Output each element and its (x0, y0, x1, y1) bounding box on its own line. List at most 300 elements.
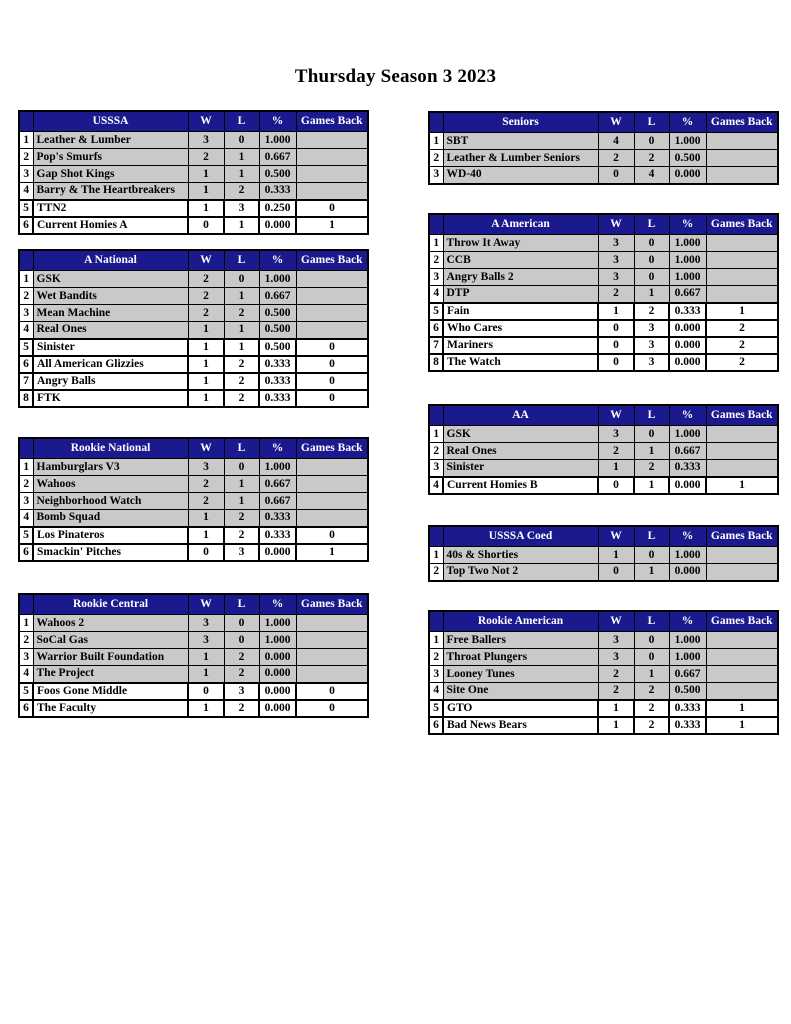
wins-cell: 3 (188, 132, 224, 149)
team-name-cell: FTK (33, 390, 188, 407)
wins-cell: 1 (188, 700, 224, 717)
rank-cell: 1 (429, 133, 443, 150)
pct-column-header: % (259, 250, 296, 271)
team-name-cell: Warrior Built Foundation (33, 649, 188, 666)
team-row (19, 183, 368, 200)
pct-cell: 0.333 (259, 390, 296, 407)
pct-cell: 1.000 (669, 649, 706, 666)
team-row (429, 252, 778, 269)
losses-cell: 1 (224, 149, 259, 166)
division-title: AA (443, 405, 598, 426)
team-name-cell: WD-40 (443, 167, 598, 184)
rank-column-header (429, 112, 443, 133)
wins-cell: 0 (598, 564, 634, 581)
losses-cell: 3 (634, 337, 669, 354)
division-title: A National (33, 250, 188, 271)
team-row (19, 527, 368, 544)
team-name-cell: Smackin' Pitches (33, 544, 188, 561)
wins-cell: 2 (598, 683, 634, 700)
rank-cell: 3 (429, 666, 443, 683)
division-title: USSSA Coed (443, 526, 598, 547)
team-name-cell: Looney Tunes (443, 666, 598, 683)
division-title: Rookie National (33, 438, 188, 459)
standings-table-a-american (428, 213, 779, 372)
rank-cell: 2 (429, 150, 443, 167)
pct-cell: 0.667 (669, 286, 706, 303)
games-back-cell: 2 (706, 320, 778, 337)
pct-cell: 1.000 (259, 271, 296, 288)
losses-cell: 0 (634, 547, 669, 564)
team-row (19, 544, 368, 561)
games-back-cell: 1 (706, 717, 778, 734)
team-row (19, 271, 368, 288)
games-back-cell: 0 (296, 390, 368, 407)
team-name-cell: The Faculty (33, 700, 188, 717)
games-back-column-header: Games Back (296, 111, 368, 132)
games-back-cell (296, 459, 368, 476)
games-back-cell (296, 493, 368, 510)
losses-cell: 3 (224, 200, 259, 217)
standings-table-usssa (18, 110, 369, 235)
rank-cell: 6 (19, 217, 33, 234)
games-back-cell (296, 132, 368, 149)
team-name-cell: Sinister (33, 339, 188, 356)
losses-cell: 0 (634, 252, 669, 269)
games-back-cell (296, 288, 368, 305)
losses-cell: 0 (224, 615, 259, 632)
losses-cell: 0 (224, 132, 259, 149)
losses-cell: 1 (634, 477, 669, 494)
games-back-cell (296, 666, 368, 683)
losses-cell: 0 (634, 426, 669, 443)
pct-column-header: % (669, 405, 706, 426)
rank-cell: 4 (19, 322, 33, 339)
games-back-cell (296, 305, 368, 322)
games-back-cell (706, 235, 778, 252)
wins-cell: 0 (598, 167, 634, 184)
pct-cell: 0.333 (259, 183, 296, 200)
games-back-cell: 2 (706, 337, 778, 354)
wins-cell: 2 (188, 149, 224, 166)
wins-cell: 2 (598, 443, 634, 460)
standings-table-rookie-national (18, 437, 369, 562)
rank-cell: 2 (429, 649, 443, 666)
losses-cell: 2 (634, 700, 669, 717)
rank-cell: 6 (19, 356, 33, 373)
games-back-column-header: Games Back (706, 405, 778, 426)
pct-cell: 0.500 (259, 166, 296, 183)
games-back-column-header: Games Back (706, 214, 778, 235)
rank-cell: 4 (19, 510, 33, 527)
wins-cell: 1 (598, 717, 634, 734)
header-row (19, 250, 368, 271)
wins-cell: 3 (598, 426, 634, 443)
pct-cell: 0.250 (259, 200, 296, 217)
games-back-cell: 2 (706, 354, 778, 371)
wins-cell: 0 (188, 683, 224, 700)
rank-column-header (19, 250, 33, 271)
team-name-cell: TTN2 (33, 200, 188, 217)
pct-cell: 0.333 (259, 510, 296, 527)
wins-cell: 3 (188, 632, 224, 649)
wins-cell: 2 (188, 271, 224, 288)
pct-cell: 0.500 (259, 339, 296, 356)
pct-cell: 1.000 (259, 632, 296, 649)
pct-column-header: % (259, 438, 296, 459)
games-back-cell (296, 322, 368, 339)
games-back-cell: 0 (296, 339, 368, 356)
losses-column-header: L (634, 112, 669, 133)
rank-cell: 3 (429, 460, 443, 477)
wins-cell: 0 (598, 477, 634, 494)
pct-column-header: % (669, 214, 706, 235)
team-name-cell: Pop's Smurfs (33, 149, 188, 166)
games-back-cell (706, 269, 778, 286)
losses-cell: 2 (224, 356, 259, 373)
team-name-cell: Leather & Lumber Seniors (443, 150, 598, 167)
pct-cell: 1.000 (259, 132, 296, 149)
pct-cell: 0.000 (669, 337, 706, 354)
team-row (429, 354, 778, 371)
losses-cell: 2 (634, 683, 669, 700)
rank-cell: 3 (429, 167, 443, 184)
team-name-cell: SoCal Gas (33, 632, 188, 649)
losses-cell: 3 (634, 354, 669, 371)
games-back-cell (706, 443, 778, 460)
pct-cell: 1.000 (669, 547, 706, 564)
games-back-column-header: Games Back (706, 526, 778, 547)
team-row (429, 337, 778, 354)
team-name-cell: Throw It Away (443, 235, 598, 252)
games-back-cell (296, 510, 368, 527)
rank-cell: 6 (19, 544, 33, 561)
standings-table-seniors (428, 111, 779, 185)
header-row (19, 438, 368, 459)
wins-cell: 1 (188, 527, 224, 544)
team-row (429, 547, 778, 564)
pct-cell: 0.667 (259, 149, 296, 166)
team-row (429, 286, 778, 303)
team-name-cell: GTO (443, 700, 598, 717)
team-row (429, 133, 778, 150)
pct-cell: 0.000 (259, 544, 296, 561)
wins-column-header: W (188, 594, 224, 615)
wins-cell: 2 (598, 666, 634, 683)
team-name-cell: The Watch (443, 354, 598, 371)
rank-column-header (19, 438, 33, 459)
rank-cell: 6 (429, 320, 443, 337)
team-row (19, 339, 368, 356)
wins-cell: 0 (598, 337, 634, 354)
wins-cell: 0 (188, 544, 224, 561)
games-back-cell (706, 683, 778, 700)
team-name-cell: DTP (443, 286, 598, 303)
losses-cell: 2 (634, 303, 669, 320)
team-row (19, 305, 368, 322)
team-name-cell: Mariners (443, 337, 598, 354)
wins-column-header: W (598, 611, 634, 632)
team-row (19, 390, 368, 407)
team-name-cell: The Project (33, 666, 188, 683)
pct-cell: 0.500 (259, 322, 296, 339)
team-name-cell: Angry Balls 2 (443, 269, 598, 286)
losses-cell: 1 (224, 166, 259, 183)
team-row (19, 700, 368, 717)
team-row (19, 217, 368, 234)
division-title: Rookie American (443, 611, 598, 632)
pct-cell: 0.000 (669, 564, 706, 581)
team-name-cell: SBT (443, 133, 598, 150)
wins-cell: 2 (188, 305, 224, 322)
pct-column-header: % (259, 594, 296, 615)
team-name-cell: All American Glizzies (33, 356, 188, 373)
rank-column-header (429, 405, 443, 426)
team-name-cell: Barry & The Heartbreakers (33, 183, 188, 200)
team-row (429, 150, 778, 167)
team-name-cell: Neighborhood Watch (33, 493, 188, 510)
games-back-cell (296, 632, 368, 649)
wins-cell: 1 (188, 183, 224, 200)
header-row (19, 594, 368, 615)
team-name-cell: Who Cares (443, 320, 598, 337)
rank-cell: 5 (19, 200, 33, 217)
team-row (19, 166, 368, 183)
games-back-column-header: Games Back (706, 611, 778, 632)
team-name-cell: Foos Gone Middle (33, 683, 188, 700)
team-name-cell: Throat Plungers (443, 649, 598, 666)
losses-cell: 2 (224, 183, 259, 200)
games-back-cell (296, 649, 368, 666)
wins-cell: 3 (598, 252, 634, 269)
losses-column-header: L (224, 594, 259, 615)
team-row (19, 649, 368, 666)
wins-cell: 1 (188, 649, 224, 666)
games-back-cell: 1 (706, 477, 778, 494)
header-row (429, 214, 778, 235)
team-name-cell: Top Two Not 2 (443, 564, 598, 581)
wins-cell: 1 (188, 510, 224, 527)
pct-cell: 0.000 (259, 700, 296, 717)
losses-cell: 3 (634, 320, 669, 337)
games-back-cell (706, 150, 778, 167)
rank-cell: 1 (19, 615, 33, 632)
team-row (19, 132, 368, 149)
rank-cell: 3 (19, 493, 33, 510)
games-back-cell (296, 166, 368, 183)
team-name-cell: 40s & Shorties (443, 547, 598, 564)
losses-cell: 2 (634, 717, 669, 734)
games-back-cell (706, 547, 778, 564)
rank-cell: 2 (429, 252, 443, 269)
team-name-cell: Wet Bandits (33, 288, 188, 305)
games-back-cell (706, 666, 778, 683)
losses-cell: 0 (634, 133, 669, 150)
team-row (429, 460, 778, 477)
pct-cell: 1.000 (669, 235, 706, 252)
team-row (19, 493, 368, 510)
rank-cell: 1 (429, 235, 443, 252)
rank-cell: 5 (429, 700, 443, 717)
games-back-cell: 0 (296, 700, 368, 717)
header-row (429, 526, 778, 547)
wins-cell: 3 (598, 632, 634, 649)
rank-cell: 7 (19, 373, 33, 390)
rank-column-header (429, 526, 443, 547)
rank-cell: 3 (19, 166, 33, 183)
pct-cell: 0.667 (259, 476, 296, 493)
header-row (429, 405, 778, 426)
games-back-column-header: Games Back (296, 594, 368, 615)
team-name-cell: Hamburglars V3 (33, 459, 188, 476)
pct-cell: 0.000 (259, 666, 296, 683)
games-back-cell (296, 183, 368, 200)
wins-cell: 4 (598, 133, 634, 150)
pct-cell: 0.000 (669, 167, 706, 184)
wins-cell: 1 (598, 700, 634, 717)
wins-column-header: W (598, 214, 634, 235)
rank-cell: 5 (19, 527, 33, 544)
losses-cell: 4 (634, 167, 669, 184)
team-row (429, 683, 778, 700)
games-back-cell: 0 (296, 683, 368, 700)
wins-cell: 0 (188, 217, 224, 234)
wins-cell: 3 (598, 235, 634, 252)
rank-cell: 8 (19, 390, 33, 407)
rank-cell: 1 (19, 459, 33, 476)
wins-column-header: W (188, 111, 224, 132)
header-row (429, 112, 778, 133)
rank-cell: 6 (19, 700, 33, 717)
games-back-cell (296, 271, 368, 288)
rank-cell: 1 (19, 132, 33, 149)
team-row (429, 649, 778, 666)
team-row (429, 443, 778, 460)
rank-column-header (19, 111, 33, 132)
team-row (429, 167, 778, 184)
games-back-cell: 0 (296, 356, 368, 373)
losses-cell: 1 (634, 666, 669, 683)
games-back-cell (296, 615, 368, 632)
games-back-cell: 0 (296, 200, 368, 217)
rank-cell: 4 (429, 683, 443, 700)
team-name-cell: Current Homies B (443, 477, 598, 494)
games-back-column-header: Games Back (706, 112, 778, 133)
division-title: Seniors (443, 112, 598, 133)
team-name-cell: Current Homies A (33, 217, 188, 234)
wins-cell: 1 (188, 166, 224, 183)
rank-cell: 4 (19, 666, 33, 683)
pct-cell: 1.000 (669, 269, 706, 286)
rank-cell: 5 (19, 339, 33, 356)
wins-cell: 1 (188, 666, 224, 683)
pct-cell: 1.000 (669, 632, 706, 649)
pct-cell: 0.667 (259, 288, 296, 305)
team-name-cell: Real Ones (33, 322, 188, 339)
losses-column-header: L (634, 611, 669, 632)
team-row (429, 632, 778, 649)
header-row (19, 111, 368, 132)
team-name-cell: Leather & Lumber (33, 132, 188, 149)
team-row (19, 510, 368, 527)
wins-cell: 2 (188, 476, 224, 493)
pct-cell: 0.500 (259, 305, 296, 322)
wins-cell: 1 (188, 322, 224, 339)
team-row (19, 666, 368, 683)
team-name-cell: Sinister (443, 460, 598, 477)
rank-column-header (429, 611, 443, 632)
wins-column-header: W (188, 250, 224, 271)
page-title: Thursday Season 3 2023 (294, 66, 497, 87)
pct-cell: 0.000 (259, 217, 296, 234)
rank-cell: 5 (429, 303, 443, 320)
pct-cell: 0.000 (669, 320, 706, 337)
pct-column-header: % (259, 111, 296, 132)
games-back-cell: 1 (706, 303, 778, 320)
pct-cell: 0.333 (669, 700, 706, 717)
pct-cell: 0.667 (669, 666, 706, 683)
wins-cell: 0 (598, 320, 634, 337)
team-row (19, 632, 368, 649)
games-back-cell (706, 632, 778, 649)
standings-table-usssa-coed (428, 525, 779, 582)
team-row (429, 235, 778, 252)
team-name-cell: Mean Machine (33, 305, 188, 322)
games-back-cell (296, 149, 368, 166)
rank-cell: 2 (19, 288, 33, 305)
losses-cell: 0 (634, 235, 669, 252)
pct-cell: 1.000 (259, 459, 296, 476)
rank-cell: 1 (19, 271, 33, 288)
wins-cell: 1 (188, 390, 224, 407)
wins-cell: 2 (598, 286, 634, 303)
wins-cell: 3 (188, 615, 224, 632)
games-back-cell (706, 564, 778, 581)
losses-cell: 1 (224, 322, 259, 339)
pct-cell: 0.667 (669, 443, 706, 460)
wins-cell: 1 (188, 339, 224, 356)
wins-cell: 1 (188, 373, 224, 390)
pct-column-header: % (669, 611, 706, 632)
pct-cell: 0.000 (669, 354, 706, 371)
standings-table-rookie-american (428, 610, 779, 735)
team-row (429, 666, 778, 683)
games-back-cell (706, 252, 778, 269)
team-row (429, 564, 778, 581)
games-back-cell: 1 (706, 700, 778, 717)
team-name-cell: Site One (443, 683, 598, 700)
games-back-column-header: Games Back (296, 438, 368, 459)
wins-cell: 1 (598, 547, 634, 564)
losses-cell: 0 (634, 632, 669, 649)
losses-cell: 1 (224, 217, 259, 234)
team-row (429, 303, 778, 320)
losses-cell: 1 (224, 476, 259, 493)
games-back-cell (706, 286, 778, 303)
losses-cell: 1 (634, 286, 669, 303)
games-back-cell: 1 (296, 544, 368, 561)
rank-cell: 4 (19, 183, 33, 200)
losses-cell: 1 (634, 564, 669, 581)
division-title: Rookie Central (33, 594, 188, 615)
pct-column-header: % (669, 112, 706, 133)
pct-cell: 0.333 (259, 356, 296, 373)
games-back-cell (706, 167, 778, 184)
wins-cell: 2 (188, 288, 224, 305)
team-name-cell: Wahoos 2 (33, 615, 188, 632)
team-row (429, 477, 778, 494)
team-row (19, 459, 368, 476)
team-name-cell: GSK (33, 271, 188, 288)
